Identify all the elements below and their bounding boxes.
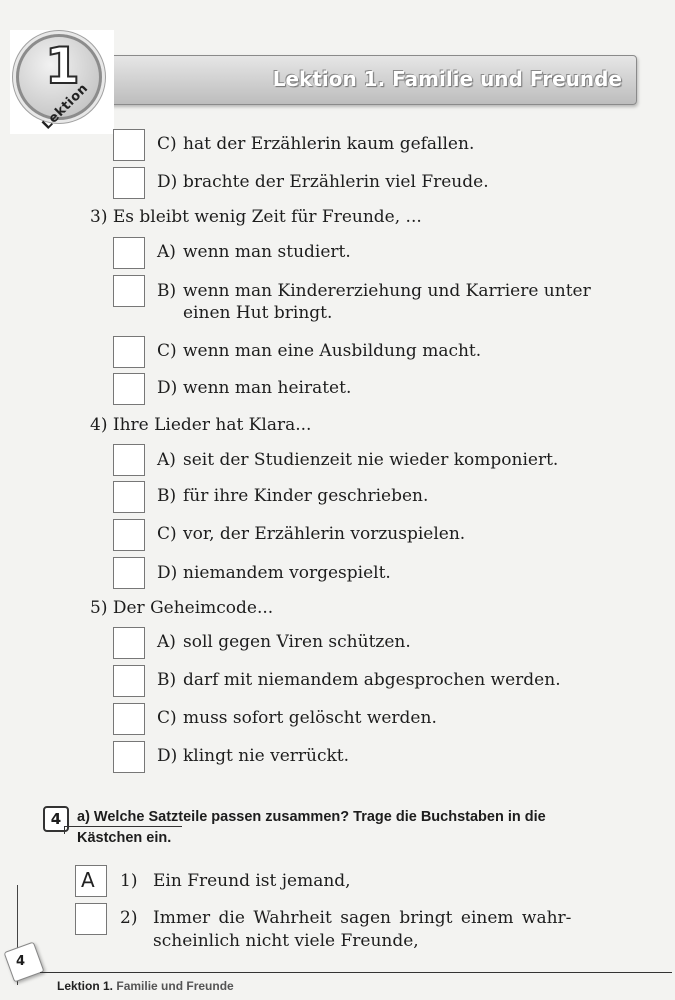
option-4d: D) niemandem vorgespielt. <box>157 563 391 583</box>
lesson-badge <box>10 30 114 134</box>
answer-checkbox[interactable] <box>113 627 145 659</box>
option-3d: D) wenn man heiratet. <box>157 378 352 398</box>
lesson-title: Lektion 1. Familie und Freunde <box>272 67 622 91</box>
option-4b: B) für ihre Kinder geschrieben. <box>157 486 429 506</box>
task-instruction: a) Welche Satzteile passen zusammen? Trage die Buchstaben in die Kästchen ein. <box>77 809 546 846</box>
option-4a: A) seit der Studienzeit nie wieder komponiert. <box>157 450 559 470</box>
badge-number: 1 <box>45 37 80 95</box>
option-4c: C) vor, der Erzählerin vorzuspielen. <box>157 524 466 544</box>
answer-checkbox[interactable] <box>113 665 145 697</box>
option-3c: C) wenn man eine Ausbildung macht. <box>157 341 482 361</box>
answer-checkbox[interactable] <box>113 237 145 269</box>
footer-rule <box>40 972 672 973</box>
match-item-2-text: Immer die Wahrheit sagen bringt einem wahr- <box>153 908 572 928</box>
option-prev-d: D) brachte der Erzählerin viel Freude. <box>157 172 489 192</box>
answer-checkbox[interactable] <box>113 275 145 307</box>
handwritten-answer: A <box>81 868 95 892</box>
option-5d: D) klingt nie verrückt. <box>157 746 350 766</box>
match-item-1-num: 1) <box>120 871 138 891</box>
option-3b-continuation: einen Hut bringt. <box>183 303 333 323</box>
option-3a: A) wenn man studiert. <box>157 242 351 262</box>
answer-checkbox[interactable] <box>113 129 145 161</box>
answer-checkbox[interactable] <box>113 557 145 589</box>
answer-checkbox[interactable] <box>113 373 145 405</box>
question-5-stem: 5) Der Geheimcode... <box>90 598 274 618</box>
option-5b: B) darf mit niemandem abgesprochen werden. <box>157 670 561 690</box>
task-number: 4 <box>43 806 69 832</box>
task-underline-tick <box>64 826 65 834</box>
footer-lesson: Lektion 1. Familie und Freunde <box>57 979 234 993</box>
answer-checkbox[interactable] <box>113 444 145 476</box>
answer-checkbox[interactable] <box>113 167 145 199</box>
badge-word: Lektion <box>39 80 92 133</box>
question-3-stem: 3) Es bleibt wenig Zeit für Freunde, ... <box>90 207 422 227</box>
option-5a: A) soll gegen Viren schützen. <box>157 632 411 652</box>
answer-checkbox[interactable] <box>113 481 145 513</box>
match-item-1-text: Ein Freund ist jemand, <box>153 871 351 891</box>
option-5c: C) muss sofort gelöscht werden. <box>157 708 437 728</box>
question-4-stem: 4) Ihre Lieder hat Klara... <box>90 415 312 435</box>
option-3b: B) wenn man Kindererziehung und Karriere unter <box>157 281 591 301</box>
answer-checkbox[interactable] <box>113 703 145 735</box>
lesson-header-bar <box>80 55 637 105</box>
badge-ring <box>16 34 102 133</box>
match-item-2-continuation: scheinlich nicht viele Freunde, <box>153 931 419 951</box>
option-prev-c: C) hat der Erzählerin kaum gefallen. <box>157 134 475 154</box>
answer-checkbox[interactable] <box>113 336 145 368</box>
match-item-2-num: 2) <box>120 908 138 928</box>
answer-letter-box[interactable] <box>75 903 107 935</box>
answer-checkbox[interactable] <box>113 741 145 773</box>
answer-checkbox[interactable] <box>113 519 145 551</box>
page-number: 4 <box>16 954 26 969</box>
